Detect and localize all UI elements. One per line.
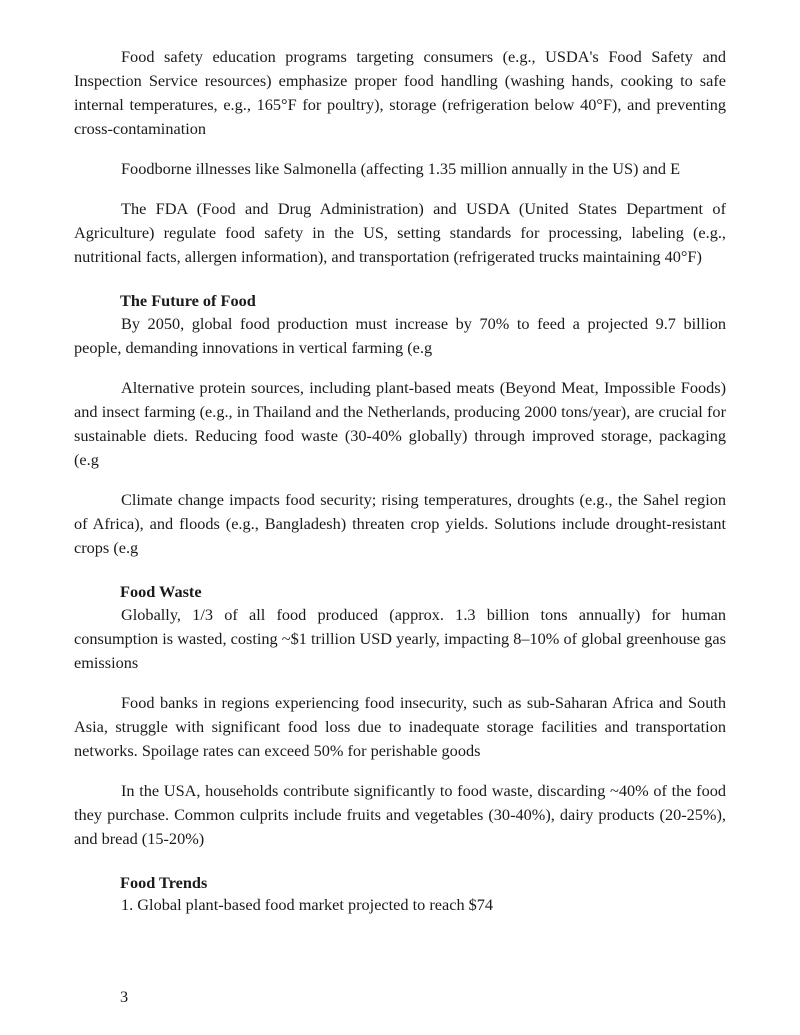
paragraph-foodborne-illnesses: Foodborne illnesses like Salmonella (affecting 1.35 million annually in the US) and E: [121, 159, 681, 178]
food-trends-list: [74, 894, 726, 916]
page-number: 3: [120, 987, 129, 1006]
paragraph-fda-usda: The FDA (Food and Drug Administration) and USDA (United States Department of Agriculture) regulate food safety in the US, setting standards for processing, labeling (e.g., nutritional facts, allergen information), and transportation (refrigerated trucks maintaining 40°F): [74, 199, 726, 266]
document-page: [74, 45, 726, 916]
paragraph-food-banks: Food banks in regions experiencing food insecurity, such as sub-Saharan Africa and South Asia, struggle with significant food loss due to inadequate storage facilities and transportation networks. Spoilage rates can exceed 50% for perishable goods: [74, 693, 726, 760]
heading-food-waste: Food Waste: [120, 582, 202, 601]
paragraph-climate-change: Climate change impacts food security; rising temperatures, droughts (e.g., the Sahel region of Africa), and floods (e.g., Bangladesh) threaten crop yields. Solutions include drought-resistant crops (e.g: [74, 490, 726, 557]
heading-food-trends: Food Trends: [120, 873, 208, 892]
list-item: 1. Global plant-based food market projected to reach $74: [121, 895, 494, 914]
paragraph-future-production: By 2050, global food production must increase by 70% to feed a projected 9.7 billion people, demanding innovations in vertical farming (e.g: [74, 314, 726, 357]
heading-future-of-food: The Future of Food: [120, 291, 256, 310]
paragraph-usa-households: In the USA, households contribute significantly to food waste, discarding ~40% of the food they purchase. Common culprits include fruits and vegetables (30-40%), dairy products (20-25%), and bread (15-20%): [74, 781, 726, 848]
paragraph-alternative-protein: Alternative protein sources, including plant-based meats (Beyond Meat, Impossible Foods) and insect farming (e.g., in Thailand and the Netherlands, producing 2000 tons/year), are crucial for sustainable diets. Reducing food waste (30-40% globally) through improved storage, packaging (e.g: [74, 378, 726, 469]
paragraph-global-waste: Globally, 1/3 of all food produced (approx. 1.3 billion tons annually) for human consumption is wasted, costing ~$1 trillion USD yearly, impacting 8–10% of global greenhouse gas emissions: [74, 605, 726, 672]
paragraph-food-safety-education: Food safety education programs targeting consumers (e.g., USDA's Food Safety and Inspection Service resources) emphasize proper food handling (washing hands, cooking to safe internal temperatures, e.g., 165°F for poultry), storage (refrigeration below 40°F), and preventing cross-contamination: [74, 47, 726, 138]
